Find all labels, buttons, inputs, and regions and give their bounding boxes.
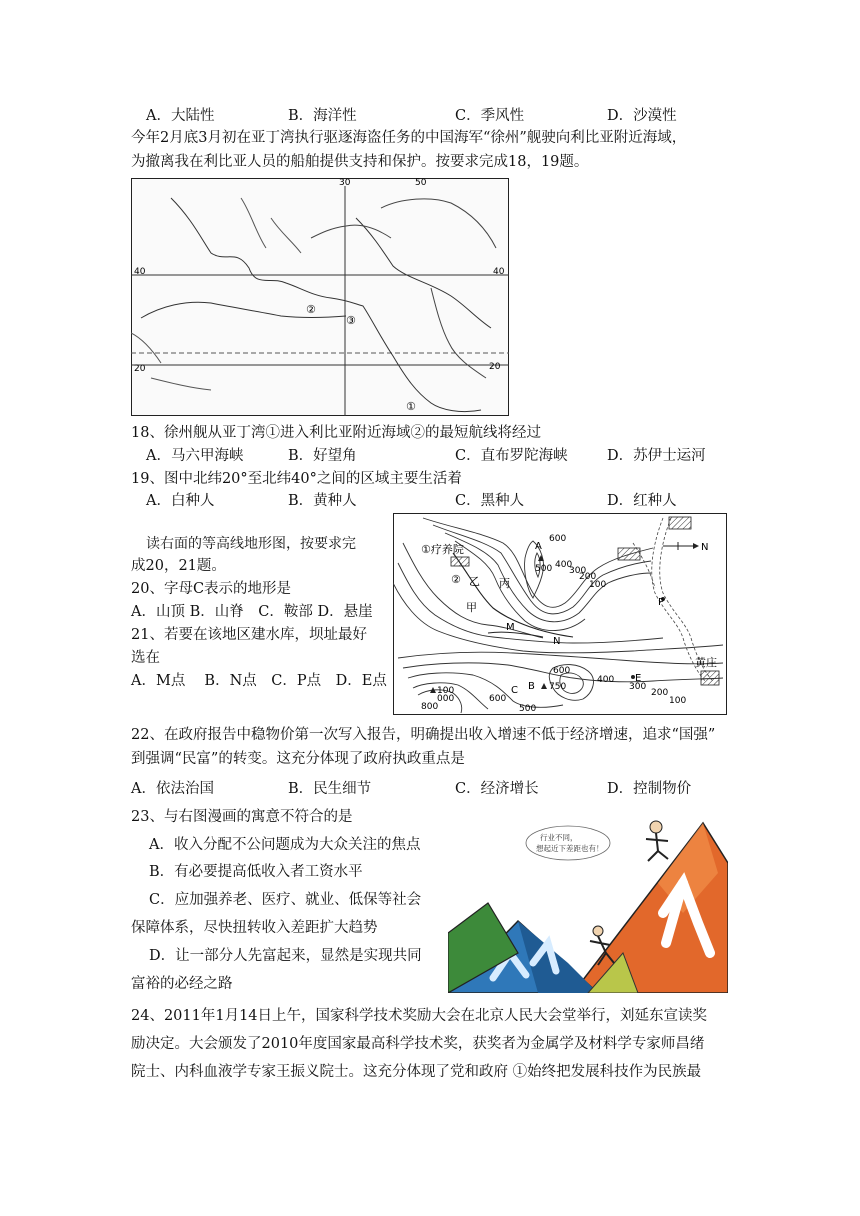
lon-50-label: 50	[415, 178, 427, 188]
q22-option-c: C．经济增长	[455, 781, 539, 797]
q20-stem: 20、字母C表示的地形是	[131, 581, 292, 597]
cartoon-income-gap	[448, 803, 728, 993]
point-b-label: B	[528, 681, 535, 692]
contour-100-a: 100	[589, 580, 607, 590]
marker-3: ③	[346, 314, 356, 327]
speech-line-1: 行业不同，	[540, 833, 578, 842]
q23-option-d-line-2: 富裕的必经之路	[131, 976, 233, 992]
contour-750: 750	[549, 682, 567, 692]
intro-18-line-2: 为撤离我在利比亚人员的船舶提供支持和保护。按要求完成18，19题。	[131, 154, 589, 170]
q22-line-1: 22、在政府报告中稳物价第一次写入报告，明确提出收入增速不低于经济增速，追求“国强”	[131, 727, 716, 743]
q20-options: A．山顶 B．山脊 C．鞍部 D．悬崖	[131, 604, 373, 620]
contour-300-b: 300	[629, 682, 647, 692]
q18-stem: 18、徐州舰从亚丁湾①进入利比亚附近海域②的最短航线将经过	[131, 425, 541, 441]
marker-2: ②	[306, 303, 316, 316]
lat-20-left-label: 20	[134, 364, 146, 374]
contour-600-b: 600	[553, 666, 571, 676]
sanatorium-label: ①疗养院	[421, 543, 464, 556]
contour-600-a: 600	[549, 534, 567, 544]
map-mediterranean	[131, 178, 509, 416]
huangzhuang-label: 黄庄	[695, 656, 717, 669]
q24-line-2: 励决定。大会颁发了2010年度国家最高科学技术奖，获奖者为金属学及材料学专家师昌绪	[131, 1036, 705, 1052]
q20-intro-line-1: 读右面的等高线地形图，按要求完	[146, 536, 356, 552]
q19-option-b: B．黄种人	[288, 493, 357, 509]
q18-option-c: C．直布罗陀海峡	[455, 448, 568, 464]
lat-20-right-label: 20	[489, 362, 501, 372]
q23-stem: 23、与右图漫画的寓意不符合的是	[131, 809, 353, 825]
speech-line-2: 想起近下差距也有！	[536, 844, 604, 853]
q21-stem-line-1: 21、若要在该地区建水库，坝址最好	[131, 627, 367, 643]
contour-500-b: 500	[519, 704, 537, 714]
point-2-label: ②	[451, 573, 461, 586]
point-c-label: C	[511, 685, 518, 696]
q23-option-a: A．收入分配不公问题成为大众关注的焦点	[149, 837, 421, 853]
q22-option-d: D．控制物价	[607, 781, 692, 797]
lat-40-right-label: 40	[493, 267, 505, 277]
contour-100-c: 100	[437, 686, 455, 696]
point-a-label: A	[535, 541, 542, 552]
q18-option-d: D．苏伊士运河	[607, 448, 706, 464]
q17-option-c: C．季风性	[455, 108, 525, 124]
intro-18-line-1: 今年2月底3月初在亚丁湾执行驱逐海盗任务的中国海军“徐州”舰驶向利比亚附近海域，	[131, 130, 687, 146]
contour-map	[393, 513, 727, 715]
point-m-label: M	[506, 622, 515, 633]
q24-line-1: 24、2011年1月14日上午，国家科学技术奖励大会在北京人民大会堂举行，刘延东宣读奖	[131, 1008, 708, 1024]
contour-200-b: 200	[651, 688, 669, 698]
contour-400-a: 400	[555, 560, 573, 570]
contour-400-b: 400	[597, 675, 615, 685]
q19-stem: 19、图中北纬20°至北纬40°之间的区域主要生活着	[131, 471, 462, 487]
contour-200-a: 200	[579, 572, 597, 582]
point-n-label: N	[553, 636, 561, 647]
contour-500-a: 500	[535, 564, 553, 574]
q22-option-a: A．依法治国	[131, 781, 214, 797]
q20-intro-line-2: 成20，21题。	[131, 558, 226, 574]
point-e-label: E	[635, 673, 642, 684]
q17-option-a: A．大陆性	[146, 108, 215, 124]
q21-options: A．M点 B．N点 C．P点 D．E点	[131, 673, 387, 689]
q22-option-b: B．民生细节	[288, 781, 372, 797]
q23-option-d-line-1: D．让一部分人先富起来，显然是实现共同	[149, 948, 422, 964]
contour-100-b: 100	[669, 696, 687, 706]
q17-option-b: B．海洋性	[288, 108, 357, 124]
lon-30-label: 30	[339, 178, 351, 188]
bing-label: 丙	[499, 577, 510, 590]
q19-option-a: A．白种人	[146, 493, 215, 509]
contour-600-c: 600	[489, 694, 507, 704]
contour-800: 800	[421, 702, 439, 712]
marker-1: ①	[406, 400, 416, 413]
q23-option-c-line-2: 保障体系，尽快扭转收入差距扩大趋势	[131, 920, 378, 936]
q17-option-d: D．沙漠性	[607, 108, 677, 124]
q24-line-3: 院士、内科血液学专家王振义院士。这充分体现了党和政府 ①始终把发展科技作为民族最	[131, 1064, 702, 1080]
q21-stem-line-2: 选在	[131, 650, 160, 666]
jia-label: 甲	[466, 601, 477, 614]
q18-option-b: B．好望角	[288, 448, 357, 464]
q19-option-d: D．红种人	[607, 493, 677, 509]
q23-option-c-line-1: C．应加强养老、医疗、就业、低保等社会	[149, 892, 422, 908]
north-arrow-label: N	[701, 542, 709, 553]
contour-300-a: 300	[569, 566, 587, 576]
q19-option-c: C．黑种人	[455, 493, 525, 509]
yi-label: 乙	[469, 575, 480, 588]
contour-1000: 000	[437, 694, 455, 704]
point-p-label: P	[658, 597, 665, 608]
q23-option-b: B．有必要提高低收入者工资水平	[149, 864, 363, 880]
lat-40-left-label: 40	[134, 267, 146, 277]
q18-option-a: A．马六甲海峡	[146, 448, 244, 464]
q22-line-2: 到强调“民富”的转变。这充分体现了政府执政重点是	[131, 751, 465, 767]
